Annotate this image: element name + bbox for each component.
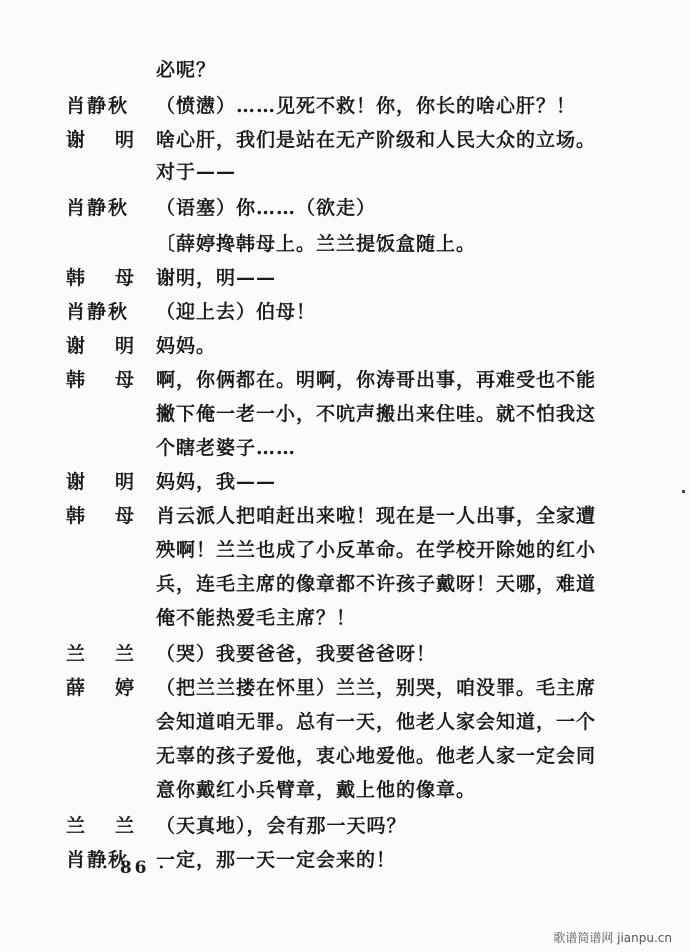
speaker-name: 肖静秋 xyxy=(66,197,130,219)
page-number: · 86 · xyxy=(102,858,168,878)
dialogue-line: 无辜的孩子爱他，衷心地爱他。他老人家一定会同 xyxy=(156,745,597,767)
dialogue-line: 殃啊！兰兰也成了小反革命。在学校开除她的红小 xyxy=(156,539,597,561)
dialogue-line: 啥心肝，我们是站在无产阶级和人民大众的立场。 xyxy=(156,129,597,151)
speaker-name: 肖静秋 xyxy=(66,301,130,323)
speaker-name: 谢明 xyxy=(66,335,165,357)
speaker-name: 肖静秋 xyxy=(66,849,130,871)
dialogue-line: 必呢？ xyxy=(156,59,217,81)
dialogue-line: 撇下俺一老一小，不吭声搬出来住哇。就不怕我这 xyxy=(156,403,597,425)
dialogue-line: （迎上去）伯母！ xyxy=(156,301,317,323)
speaker-name: 薛婷 xyxy=(66,677,165,699)
site-watermark: 歌谱简谱网 jianpu.cn xyxy=(553,931,672,945)
dialogue-line: 意你戴红小兵臂章，戴上他的像章。 xyxy=(156,779,477,801)
dialogue-line: 谢明，明—— xyxy=(156,267,277,289)
dialogue-line: 俺不能热爱毛主席？！ xyxy=(156,607,357,629)
dialogue-line: （语塞）你……（欲走） xyxy=(156,197,377,219)
speaker-name: 兰兰 xyxy=(66,643,165,665)
dialogue-line: （愤懑）……见死不救！你，你长的啥心肝？！ xyxy=(156,95,577,117)
dialogue-line: 啊，你俩都在。明啊，你涛哥出事，再难受也不能 xyxy=(156,369,597,391)
dialogue-line: （哭）我要爸爸，我要爸爸呀！ xyxy=(156,643,437,665)
speaker-name: 谢明 xyxy=(66,129,165,151)
speaker-name: 兰兰 xyxy=(66,815,165,837)
speaker-name: 韩母 xyxy=(66,369,165,391)
dialogue-line: 一定，那一天一定会来的！ xyxy=(156,849,397,871)
speaker-name: 韩母 xyxy=(66,505,165,527)
dialogue-line: （天真地），会有那一天吗？ xyxy=(156,815,407,837)
dialogue-line: 肖云派人把咱赶出来啦！现在是一人出事，全家遭 xyxy=(156,505,597,527)
speaker-name: 韩母 xyxy=(66,267,165,289)
dialogue-line: 兵，连毛主席的像章都不许孩子戴呀！天哪，难道 xyxy=(156,573,597,595)
dialogue-line: （把兰兰搂在怀里）兰兰，别哭，咱没罪。毛主席 xyxy=(156,677,597,699)
dialogue-line: 会知道咱无罪。总有一天，他老人家会知道，一个 xyxy=(156,711,597,733)
dialogue-line: 妈妈，我—— xyxy=(156,471,277,493)
speaker-name: 肖静秋 xyxy=(66,95,130,117)
dialogue-line: 个瞎老婆子…… xyxy=(156,437,297,459)
scan-speck xyxy=(682,490,685,493)
dialogue-line: 〔薛婷搀韩母上。兰兰提饭盒随上。 xyxy=(156,233,477,255)
speaker-name: 谢明 xyxy=(66,471,165,493)
dialogue-line: 对于—— xyxy=(156,161,237,183)
dialogue-line: 妈妈。 xyxy=(156,335,217,357)
